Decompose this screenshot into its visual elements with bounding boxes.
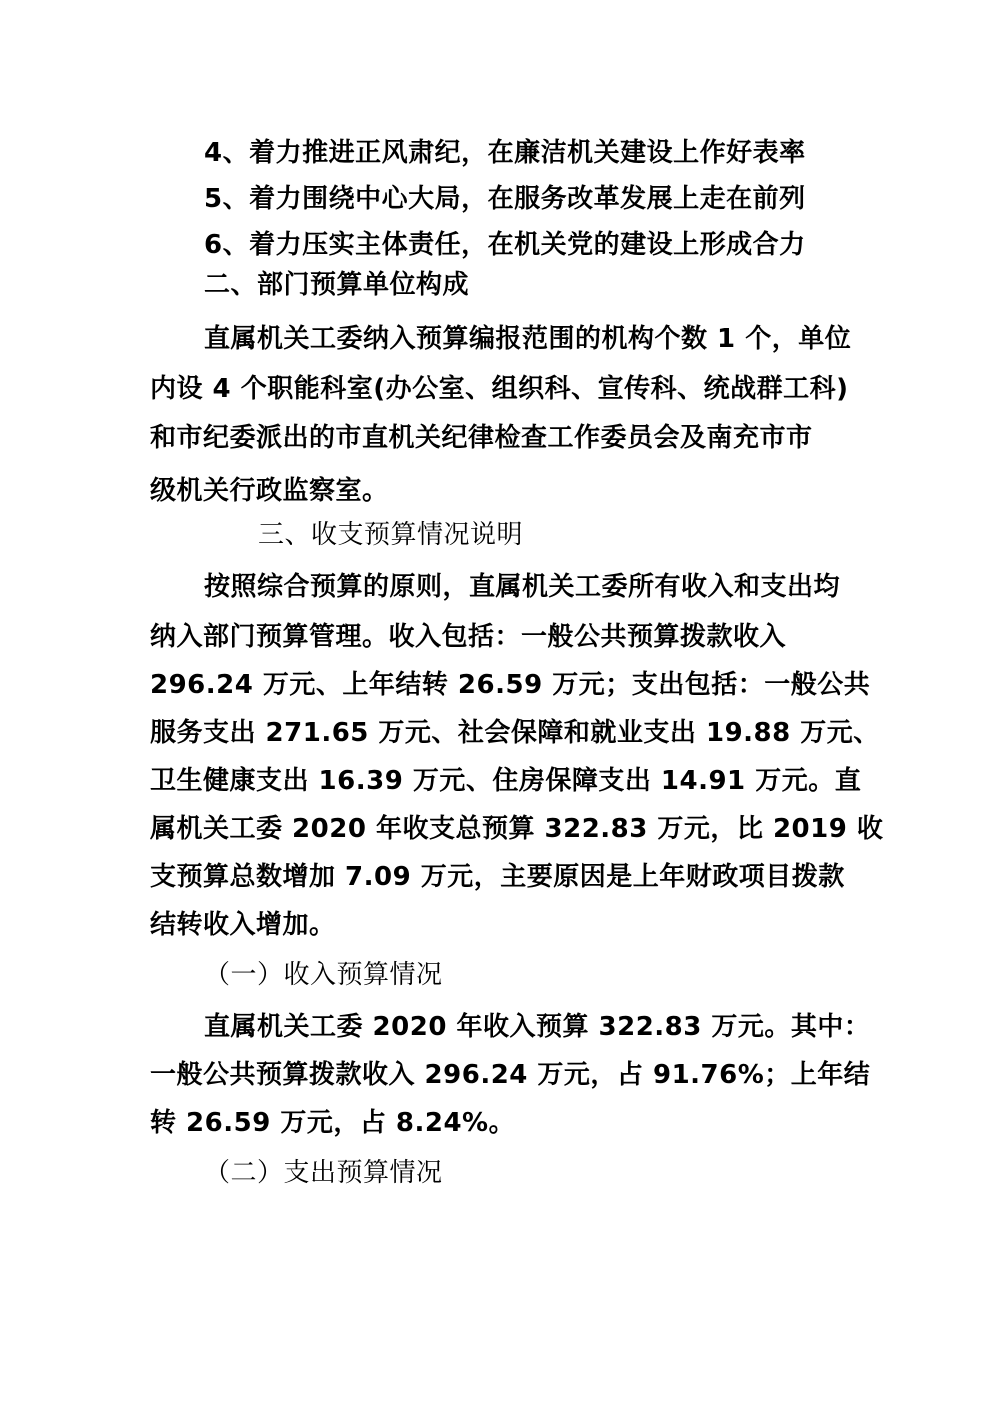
list-item-5: 5、着力围绕中心大局，在服务改革发展上走在前列 [204, 184, 806, 214]
paragraph-line: 结转收入增加。 [150, 910, 336, 940]
paragraph-line: 一般公共预算拨款收入 296.24 万元，占 91.76%；上年结 [150, 1060, 871, 1090]
paragraph-line: 支预算总数增加 7.09 万元，主要原因是上年财政项目拨款 [150, 862, 845, 892]
list-item-6: 6、着力压实主体责任，在机关党的建设上形成合力 [204, 230, 806, 260]
paragraph-line: 转 26.59 万元，占 8.24%。 [150, 1108, 516, 1138]
paragraph-line: 卫生健康支出 16.39 万元、住房保障支出 14.91 万元。直 [150, 766, 862, 796]
section-heading-unit-composition: 二、部门预算单位构成 [204, 270, 470, 300]
paragraph-line: 296.24 万元、上年结转 26.59 万元；支出包括：一般公共 [150, 670, 871, 700]
list-item-4: 4、着力推进正风肃纪，在廉洁机关建设上作好表率 [204, 138, 806, 168]
subsection-heading-expenditure: （二）支出预算情况 [204, 1158, 443, 1188]
subsection-heading-income: （一）收入预算情况 [204, 960, 443, 990]
paragraph-line: 纳入部门预算管理。收入包括：一般公共预算拨款收入 [150, 622, 787, 652]
paragraph-line: 按照综合预算的原则，直属机关工委所有收入和支出均 [204, 572, 841, 602]
paragraph-line: 属机关工委 2020 年收支总预算 322.83 万元，比 2019 收 [150, 814, 884, 844]
paragraph-line: 直属机关工委 2020 年收入预算 322.83 万元。其中： [204, 1012, 871, 1042]
paragraph-line: 直属机关工委纳入预算编报范围的机构个数 1 个，单位 [204, 324, 852, 354]
paragraph-line: 级机关行政监察室。 [150, 476, 389, 506]
section-heading-budget-description: 三、收支预算情况说明 [258, 520, 524, 550]
paragraph-line: 内设 4 个职能科室(办公室、组织科、宣传科、统战群工科) [150, 374, 849, 404]
paragraph-line: 服务支出 271.65 万元、社会保障和就业支出 19.88 万元、 [150, 718, 880, 748]
paragraph-line: 和市纪委派出的市直机关纪律检查工作委员会及南充市市 [150, 423, 813, 453]
